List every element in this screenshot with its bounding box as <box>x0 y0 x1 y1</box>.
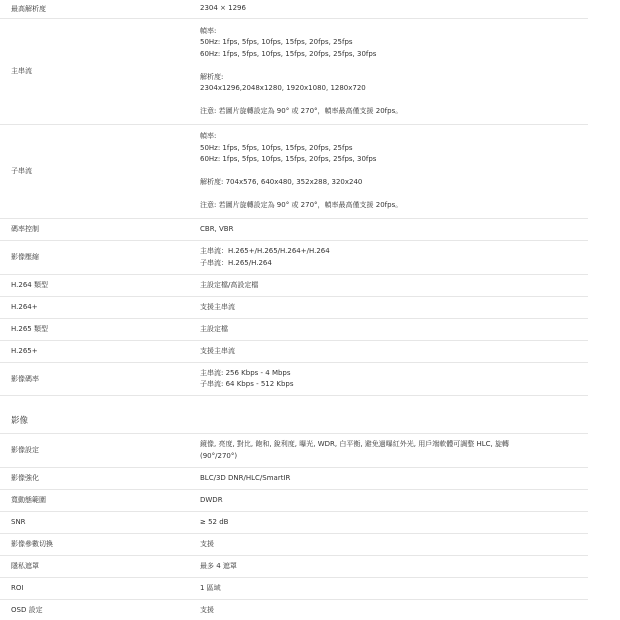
value-line: 支援主串流 <box>200 346 235 355</box>
spec-label: 最高解析度 <box>11 4 46 13</box>
spec-value <box>190 297 588 318</box>
spec-value <box>190 319 588 340</box>
spec-row <box>0 275 588 297</box>
spec-value <box>190 534 588 555</box>
spec-row <box>0 468 588 490</box>
spec-value <box>190 468 588 489</box>
spec-row <box>0 297 588 319</box>
value-line: 支援 <box>200 605 214 614</box>
value-line: 注意: 若圖片旋轉設定為 90° 或 270°，幀率最高僅支援 20fps。 <box>200 107 403 115</box>
value-gap <box>200 60 588 72</box>
spec-label: H.265 類型 <box>11 325 48 333</box>
spec-label: 影像強化 <box>11 474 39 482</box>
value-line: ≥ 52 dB <box>200 517 229 526</box>
value-line: 支援 <box>200 539 214 548</box>
spec-value <box>190 219 588 240</box>
value-line: 主設定檔/高設定檔 <box>200 280 259 289</box>
value-line: 子串流: 64 Kbps - 512 Kbps <box>200 380 294 388</box>
value-line: 主串流：H.265+/H.265/H.264+/H.264 <box>200 247 330 255</box>
spec-row <box>0 241 588 275</box>
spec-label: H.264+ <box>11 303 38 311</box>
spec-label: 影像參數切換 <box>11 540 53 548</box>
spec-label: 隱私遮罩 <box>11 562 39 570</box>
value-gap <box>200 189 588 201</box>
spec-row <box>0 512 588 534</box>
value-line: 60Hz: 1fps, 5fps, 10fps, 15fps, 20fps, 25fps, 30fps <box>200 155 377 164</box>
spec-value <box>190 0 588 18</box>
value-line: 解析度: 704x576, 640x480, 352x288, 320x240 <box>200 178 363 187</box>
value-line: 主串流: 256 Kbps - 4 Mbps <box>200 368 291 377</box>
spec-value <box>190 125 588 218</box>
value-line: 鏡像, 亮度, 對比, 飽和, 銳利度, 曝光, WDR, 白平衡, 避免過曝紅外光, 用戶端軟體可調整 HLC, 旋轉 <box>200 440 509 448</box>
spec-label: OSD 設定 <box>11 606 43 614</box>
spec-label: H.264 類型 <box>11 281 48 289</box>
spec-value <box>190 363 588 395</box>
value-line: (90°/270°) <box>200 451 238 460</box>
value-line: 支援主串流 <box>200 302 235 311</box>
spec-row <box>0 19 588 125</box>
spec-label: 主串流 <box>11 67 32 75</box>
spec-row <box>0 534 588 556</box>
value-line: 2304 × 1296 <box>200 4 246 13</box>
spec-value <box>190 556 588 577</box>
value-line: 50Hz: 1fps, 5fps, 10fps, 15fps, 20fps, 25fps <box>200 38 353 46</box>
spec-value <box>190 241 588 274</box>
value-line: DWDR <box>200 495 223 504</box>
spec-label: 寬動態範圍 <box>11 496 46 504</box>
spec-value <box>190 512 588 533</box>
value-gap <box>200 166 588 178</box>
spec-value <box>190 600 588 620</box>
spec-label: ROI <box>11 584 24 592</box>
value-line: 幀率: <box>200 26 217 35</box>
spec-row <box>0 319 588 341</box>
spec-value <box>190 578 588 599</box>
spec-value <box>190 19 588 124</box>
spec-row <box>0 578 588 600</box>
value-line: CBR, VBR <box>200 224 234 233</box>
spec-row <box>0 363 588 396</box>
value-line: 最多 4 遮罩 <box>200 561 237 570</box>
spec-value <box>190 490 588 511</box>
value-line: 主設定檔 <box>200 324 228 333</box>
spec-label: SNR <box>11 518 26 526</box>
spec-label: 影像設定 <box>11 446 39 454</box>
spec-table-image <box>0 433 588 620</box>
spec-label: 影像碼率 <box>11 374 39 383</box>
spec-row <box>0 434 588 468</box>
value-gap <box>200 95 588 107</box>
spec-row <box>0 125 588 219</box>
spec-row <box>0 490 588 512</box>
value-line: 子串流：H.265/H.264 <box>200 258 272 267</box>
spec-row <box>0 0 588 19</box>
spec-value <box>190 341 588 362</box>
value-line: 50Hz: 1fps, 5fps, 10fps, 15fps, 20fps, 25fps <box>200 143 353 152</box>
value-line: 幀率: <box>200 132 217 141</box>
value-line: 60Hz: 1fps, 5fps, 10fps, 15fps, 20fps, 25fps, 30fps <box>200 49 377 58</box>
value-line: BLC/3D DNR/HLC/SmartIR <box>200 473 291 482</box>
spec-label: 子串流 <box>11 167 32 175</box>
spec-row <box>0 600 588 620</box>
spec-row <box>0 556 588 578</box>
value-line: 2304x1296,2048x1280, 1920x1080, 1280x720 <box>200 84 366 92</box>
value-line: 注意: 若圖片旋轉設定為 90° 或 270°，幀率最高僅支援 20fps。 <box>200 201 403 210</box>
value-line: 解析度: <box>200 72 224 81</box>
spec-value <box>190 275 588 296</box>
spec-label: 碼率控制 <box>11 225 39 233</box>
spec-label: H.265+ <box>11 347 38 355</box>
spec-label: 影像壓縮 <box>11 253 39 261</box>
spec-value <box>190 434 588 467</box>
section-title: 影像 <box>11 416 29 426</box>
spec-row <box>0 219 588 241</box>
value-line: 1 區域 <box>200 583 221 592</box>
spec-row <box>0 341 588 363</box>
